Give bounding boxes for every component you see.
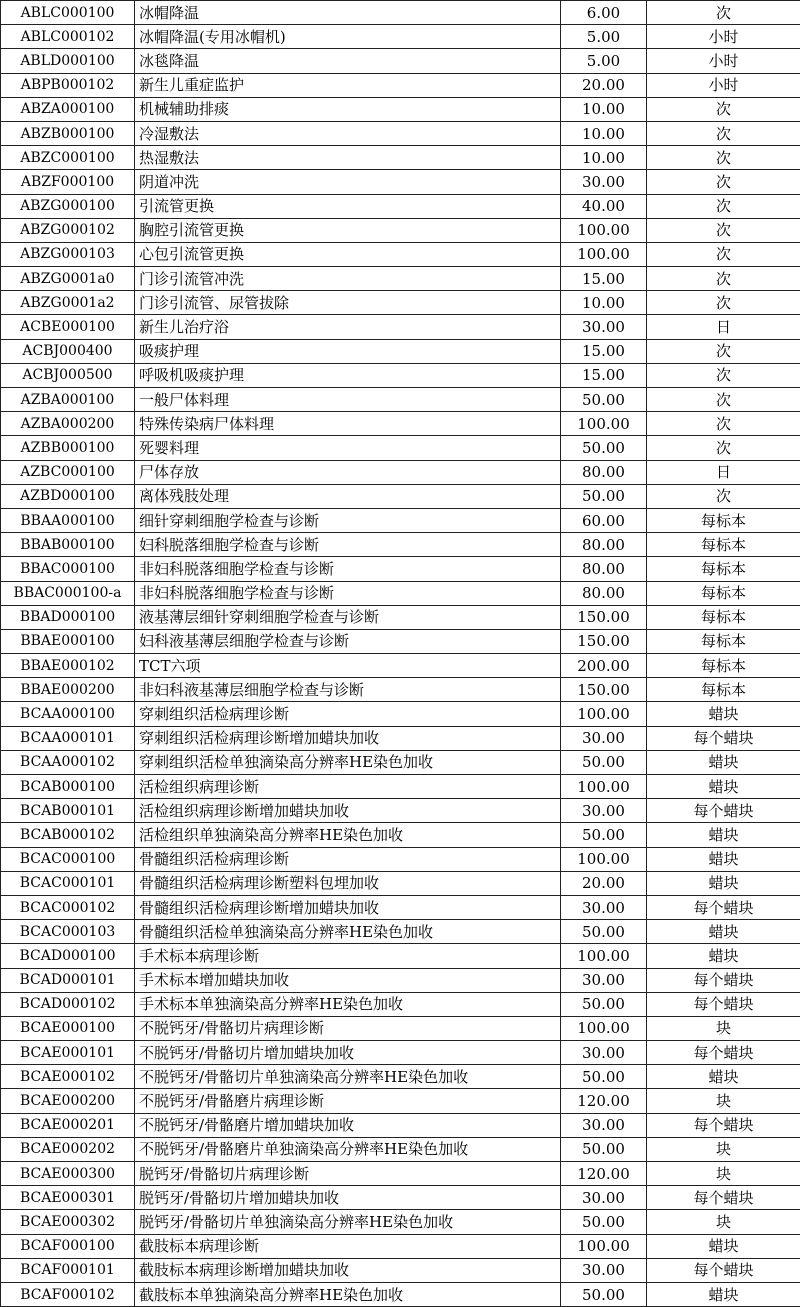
item-code-cell: BCAE000101 (1, 1041, 135, 1065)
item-price-cell: 10.00 (561, 146, 647, 170)
item-price-cell: 30.00 (561, 799, 647, 823)
item-name-cell: 妇科液基薄层细胞学检查与诊断 (135, 629, 561, 653)
item-code-cell: BCAC000101 (1, 871, 135, 895)
item-code-cell: BCAD000100 (1, 944, 135, 968)
table-row (1, 1210, 800, 1234)
item-name-cell: 心包引流管更换 (135, 242, 561, 266)
table-row (1, 871, 800, 895)
item-name-cell: 活检组织病理诊断 (135, 775, 561, 799)
item-price-cell: 15.00 (561, 339, 647, 363)
item-name-cell: 手术标本单独滴染高分辨率HE染色加收 (135, 992, 561, 1016)
item-code-cell: BBAD000100 (1, 605, 135, 629)
item-unit-cell: 每个蜡块 (647, 968, 800, 992)
item-code-cell: ABLC000100 (1, 1, 135, 25)
item-unit-cell: 每个蜡块 (647, 1041, 800, 1065)
item-unit-cell: 每个蜡块 (647, 1113, 800, 1137)
table-row (1, 194, 800, 218)
item-price-cell: 50.00 (561, 992, 647, 1016)
item-unit-cell: 每标本 (647, 629, 800, 653)
table-row (1, 242, 800, 266)
item-code-cell: BBAE000100 (1, 629, 135, 653)
item-name-cell: 穿刺组织活检单独滴染高分辨率HE染色加收 (135, 750, 561, 774)
item-code-cell: ACBJ000400 (1, 339, 135, 363)
item-price-cell: 20.00 (561, 871, 647, 895)
item-unit-cell: 蜡块 (647, 775, 800, 799)
item-name-cell: 胸腔引流管更换 (135, 218, 561, 242)
item-price-cell: 15.00 (561, 363, 647, 387)
item-price-cell: 120.00 (561, 1089, 647, 1113)
table-row (1, 1258, 800, 1282)
item-price-cell: 6.00 (561, 1, 647, 25)
table-row (1, 121, 800, 145)
table-row (1, 557, 800, 581)
item-price-cell: 100.00 (561, 1016, 647, 1040)
item-code-cell: BCAD000102 (1, 992, 135, 1016)
item-price-cell: 5.00 (561, 25, 647, 49)
item-code-cell: BCAB000101 (1, 799, 135, 823)
item-name-cell: 非妇科液基薄层细胞学检查与诊断 (135, 678, 561, 702)
table-row (1, 436, 800, 460)
table-row (1, 1186, 800, 1210)
table-row (1, 363, 800, 387)
item-unit-cell: 每个蜡块 (647, 726, 800, 750)
table-row (1, 678, 800, 702)
item-price-cell: 80.00 (561, 581, 647, 605)
item-unit-cell: 每标本 (647, 581, 800, 605)
item-code-cell: BBAC000100 (1, 557, 135, 581)
table-row (1, 218, 800, 242)
item-unit-cell: 次 (647, 121, 800, 145)
item-price-cell: 50.00 (561, 1137, 647, 1161)
item-price-cell: 5.00 (561, 49, 647, 73)
item-code-cell: BCAC000103 (1, 920, 135, 944)
item-code-cell: ABLC000102 (1, 25, 135, 49)
item-price-cell: 50.00 (561, 1065, 647, 1089)
item-code-cell: BCAF000100 (1, 1234, 135, 1258)
item-name-cell: 门诊引流管冲洗 (135, 267, 561, 291)
item-code-cell: BCAD000101 (1, 968, 135, 992)
table-row (1, 315, 800, 339)
item-price-cell: 80.00 (561, 533, 647, 557)
item-unit-cell: 小时 (647, 49, 800, 73)
table-row (1, 702, 800, 726)
item-price-cell: 40.00 (561, 194, 647, 218)
item-price-cell: 30.00 (561, 1041, 647, 1065)
item-code-cell: ABPB000102 (1, 73, 135, 97)
item-unit-cell: 次 (647, 436, 800, 460)
item-code-cell: ABZG000103 (1, 242, 135, 266)
item-name-cell: 引流管更换 (135, 194, 561, 218)
item-code-cell: ACBJ000500 (1, 363, 135, 387)
item-price-cell: 30.00 (561, 315, 647, 339)
item-price-cell: 100.00 (561, 775, 647, 799)
item-name-cell: 非妇科脱落细胞学检查与诊断 (135, 557, 561, 581)
item-name-cell: 一般尸体料理 (135, 388, 561, 412)
table-row (1, 654, 800, 678)
item-code-cell: BCAE000201 (1, 1113, 135, 1137)
item-unit-cell: 块 (647, 1210, 800, 1234)
item-price-cell: 50.00 (561, 920, 647, 944)
item-code-cell: ABZA000100 (1, 97, 135, 121)
table-row (1, 1162, 800, 1186)
table-row (1, 1137, 800, 1161)
item-code-cell: ABZF000100 (1, 170, 135, 194)
item-price-cell: 30.00 (561, 895, 647, 919)
price-table-body (1, 1, 800, 1307)
table-row (1, 412, 800, 436)
item-code-cell: ABZG000100 (1, 194, 135, 218)
table-row (1, 508, 800, 532)
item-unit-cell: 每标本 (647, 605, 800, 629)
item-name-cell: 阴道冲洗 (135, 170, 561, 194)
item-price-cell: 10.00 (561, 291, 647, 315)
table-row (1, 750, 800, 774)
item-unit-cell: 蜡块 (647, 823, 800, 847)
item-name-cell: 妇科脱落细胞学检查与诊断 (135, 533, 561, 557)
item-price-cell: 50.00 (561, 823, 647, 847)
item-unit-cell: 小时 (647, 25, 800, 49)
item-unit-cell: 每标本 (647, 533, 800, 557)
item-unit-cell: 次 (647, 363, 800, 387)
item-unit-cell: 次 (647, 97, 800, 121)
item-code-cell: ABZG000102 (1, 218, 135, 242)
table-row (1, 823, 800, 847)
item-unit-cell: 每个蜡块 (647, 992, 800, 1016)
item-name-cell: 不脱钙牙/骨骼磨片病理诊断 (135, 1089, 561, 1113)
item-unit-cell: 次 (647, 1, 800, 25)
item-name-cell: 不脱钙牙/骨骼切片单独滴染高分辨率HE染色加收 (135, 1065, 561, 1089)
table-row (1, 968, 800, 992)
item-name-cell: 活检组织病理诊断增加蜡块加收 (135, 799, 561, 823)
item-code-cell: AZBA000100 (1, 388, 135, 412)
table-row (1, 895, 800, 919)
table-row (1, 484, 800, 508)
item-unit-cell: 每标本 (647, 557, 800, 581)
item-unit-cell: 块 (647, 1162, 800, 1186)
table-row (1, 460, 800, 484)
item-name-cell: 不脱钙牙/骨骼切片增加蜡块加收 (135, 1041, 561, 1065)
item-code-cell: BCAF000101 (1, 1258, 135, 1282)
item-price-cell: 30.00 (561, 968, 647, 992)
item-price-cell: 30.00 (561, 1258, 647, 1282)
item-price-cell: 20.00 (561, 73, 647, 97)
item-unit-cell: 小时 (647, 73, 800, 97)
item-name-cell: 冰帽降温 (135, 1, 561, 25)
item-price-cell: 100.00 (561, 412, 647, 436)
item-name-cell: 新生儿重症监护 (135, 73, 561, 97)
item-unit-cell: 蜡块 (647, 1234, 800, 1258)
item-unit-cell: 日 (647, 315, 800, 339)
item-name-cell: 冰帽降温(专用冰帽机) (135, 25, 561, 49)
item-code-cell: ABLD000100 (1, 49, 135, 73)
item-unit-cell: 每标本 (647, 508, 800, 532)
table-row (1, 847, 800, 871)
item-name-cell: 液基薄层细针穿刺细胞学检查与诊断 (135, 605, 561, 629)
table-row (1, 992, 800, 1016)
item-name-cell: 死婴料理 (135, 436, 561, 460)
item-code-cell: ABZG0001a2 (1, 291, 135, 315)
item-code-cell: BCAA000102 (1, 750, 135, 774)
item-code-cell: AZBB000100 (1, 436, 135, 460)
item-unit-cell: 蜡块 (647, 750, 800, 774)
table-row (1, 1065, 800, 1089)
item-code-cell: ACBE000100 (1, 315, 135, 339)
item-name-cell: 截肢标本单独滴染高分辨率HE染色加收 (135, 1282, 561, 1306)
table-row (1, 388, 800, 412)
item-price-cell: 150.00 (561, 678, 647, 702)
item-unit-cell: 次 (647, 170, 800, 194)
item-code-cell: BCAC000100 (1, 847, 135, 871)
item-name-cell: 脱钙牙/骨骼切片增加蜡块加收 (135, 1186, 561, 1210)
item-unit-cell: 块 (647, 1016, 800, 1040)
table-row (1, 605, 800, 629)
item-name-cell: 穿刺组织活检病理诊断 (135, 702, 561, 726)
table-row (1, 1234, 800, 1258)
item-name-cell: 骨髓组织活检病理诊断增加蜡块加收 (135, 895, 561, 919)
table-row (1, 533, 800, 557)
item-price-cell: 100.00 (561, 1234, 647, 1258)
item-unit-cell: 蜡块 (647, 1065, 800, 1089)
item-price-cell: 100.00 (561, 242, 647, 266)
table-row (1, 73, 800, 97)
item-price-cell: 50.00 (561, 750, 647, 774)
item-price-cell: 80.00 (561, 557, 647, 581)
table-row (1, 799, 800, 823)
item-code-cell: ABZC000100 (1, 146, 135, 170)
item-unit-cell: 每个蜡块 (647, 1258, 800, 1282)
item-name-cell: 尸体存放 (135, 460, 561, 484)
item-price-cell: 100.00 (561, 847, 647, 871)
item-price-cell: 200.00 (561, 654, 647, 678)
item-code-cell: BCAA000100 (1, 702, 135, 726)
item-name-cell: 不脱钙牙/骨骼磨片单独滴染高分辨率HE染色加收 (135, 1137, 561, 1161)
item-name-cell: 非妇科脱落细胞学检查与诊断 (135, 581, 561, 605)
item-name-cell: 活检组织单独滴染高分辨率HE染色加收 (135, 823, 561, 847)
item-price-cell: 10.00 (561, 97, 647, 121)
item-unit-cell: 次 (647, 218, 800, 242)
table-row (1, 170, 800, 194)
table-row (1, 1113, 800, 1137)
item-name-cell: 冷湿敷法 (135, 121, 561, 145)
item-unit-cell: 每个蜡块 (647, 895, 800, 919)
item-price-cell: 50.00 (561, 1210, 647, 1234)
item-price-cell: 50.00 (561, 436, 647, 460)
item-code-cell: BBAC000100-a (1, 581, 135, 605)
table-row (1, 775, 800, 799)
item-name-cell: 机械辅助排痰 (135, 97, 561, 121)
item-name-cell: 截肢标本病理诊断 (135, 1234, 561, 1258)
item-price-cell: 80.00 (561, 460, 647, 484)
item-unit-cell: 次 (647, 388, 800, 412)
item-code-cell: ABZB000100 (1, 121, 135, 145)
item-name-cell: 热湿敷法 (135, 146, 561, 170)
item-name-cell: TCT六项 (135, 654, 561, 678)
item-code-cell: AZBC000100 (1, 460, 135, 484)
item-name-cell: 手术标本病理诊断 (135, 944, 561, 968)
item-name-cell: 骨髓组织活检单独滴染高分辨率HE染色加收 (135, 920, 561, 944)
item-code-cell: ABZG0001a0 (1, 267, 135, 291)
table-row (1, 49, 800, 73)
item-code-cell: BCAE000301 (1, 1186, 135, 1210)
item-code-cell: BCAE000302 (1, 1210, 135, 1234)
table-row (1, 1282, 800, 1306)
item-name-cell: 离体残肢处理 (135, 484, 561, 508)
item-name-cell: 吸痰护理 (135, 339, 561, 363)
table-row (1, 291, 800, 315)
item-code-cell: BBAE000102 (1, 654, 135, 678)
item-name-cell: 冰毯降温 (135, 49, 561, 73)
item-name-cell: 不脱钙牙/骨骼磨片增加蜡块加收 (135, 1113, 561, 1137)
table-row (1, 1041, 800, 1065)
table-row (1, 1016, 800, 1040)
item-price-cell: 100.00 (561, 702, 647, 726)
item-code-cell: BCAE000102 (1, 1065, 135, 1089)
item-price-cell: 50.00 (561, 388, 647, 412)
item-code-cell: AZBA000200 (1, 412, 135, 436)
item-price-cell: 100.00 (561, 944, 647, 968)
item-code-cell: BBAA000100 (1, 508, 135, 532)
item-price-cell: 120.00 (561, 1162, 647, 1186)
item-code-cell: BBAE000200 (1, 678, 135, 702)
item-name-cell: 骨髓组织活检病理诊断 (135, 847, 561, 871)
item-code-cell: BCAE000300 (1, 1162, 135, 1186)
item-unit-cell: 蜡块 (647, 702, 800, 726)
item-price-cell: 30.00 (561, 1186, 647, 1210)
item-unit-cell: 每标本 (647, 654, 800, 678)
item-unit-cell: 次 (647, 242, 800, 266)
item-price-cell: 50.00 (561, 484, 647, 508)
item-unit-cell: 次 (647, 291, 800, 315)
item-unit-cell: 蜡块 (647, 871, 800, 895)
item-code-cell: BCAB000102 (1, 823, 135, 847)
item-unit-cell: 次 (647, 484, 800, 508)
item-name-cell: 截肢标本病理诊断增加蜡块加收 (135, 1258, 561, 1282)
item-price-cell: 15.00 (561, 267, 647, 291)
item-unit-cell: 次 (647, 267, 800, 291)
item-price-cell: 50.00 (561, 1282, 647, 1306)
item-code-cell: BCAE000202 (1, 1137, 135, 1161)
item-name-cell: 骨髓组织活检病理诊断塑料包埋加收 (135, 871, 561, 895)
item-name-cell: 穿刺组织活检病理诊断增加蜡块加收 (135, 726, 561, 750)
item-name-cell: 门诊引流管、尿管拔除 (135, 291, 561, 315)
table-row (1, 97, 800, 121)
item-name-cell: 不脱钙牙/骨骼切片病理诊断 (135, 1016, 561, 1040)
table-row (1, 146, 800, 170)
item-unit-cell: 蜡块 (647, 920, 800, 944)
item-price-cell: 30.00 (561, 726, 647, 750)
item-code-cell: BCAC000102 (1, 895, 135, 919)
table-row (1, 726, 800, 750)
item-price-cell: 60.00 (561, 508, 647, 532)
item-unit-cell: 日 (647, 460, 800, 484)
item-name-cell: 手术标本增加蜡块加收 (135, 968, 561, 992)
item-unit-cell: 块 (647, 1089, 800, 1113)
item-code-cell: BCAE000200 (1, 1089, 135, 1113)
item-code-cell: BCAA000101 (1, 726, 135, 750)
item-name-cell: 脱钙牙/骨骼切片单独滴染高分辨率HE染色加收 (135, 1210, 561, 1234)
item-price-cell: 150.00 (561, 605, 647, 629)
table-row (1, 25, 800, 49)
item-unit-cell: 每标本 (647, 678, 800, 702)
item-unit-cell: 次 (647, 339, 800, 363)
table-row (1, 629, 800, 653)
item-code-cell: BBAB000100 (1, 533, 135, 557)
table-row (1, 944, 800, 968)
item-code-cell: BCAB000100 (1, 775, 135, 799)
table-row (1, 267, 800, 291)
item-code-cell: BCAF000102 (1, 1282, 135, 1306)
item-price-cell: 100.00 (561, 218, 647, 242)
item-unit-cell: 次 (647, 146, 800, 170)
item-price-cell: 30.00 (561, 170, 647, 194)
item-code-cell: BCAE000100 (1, 1016, 135, 1040)
item-price-cell: 30.00 (561, 1113, 647, 1137)
table-row (1, 920, 800, 944)
table-row (1, 1089, 800, 1113)
item-price-cell: 150.00 (561, 629, 647, 653)
item-name-cell: 细针穿刺细胞学检查与诊断 (135, 508, 561, 532)
item-code-cell: AZBD000100 (1, 484, 135, 508)
item-unit-cell: 每个蜡块 (647, 799, 800, 823)
item-unit-cell: 蜡块 (647, 944, 800, 968)
table-row (1, 339, 800, 363)
item-name-cell: 新生儿治疗浴 (135, 315, 561, 339)
item-unit-cell: 蜡块 (647, 847, 800, 871)
item-unit-cell: 每个蜡块 (647, 1186, 800, 1210)
table-row (1, 581, 800, 605)
table-row (1, 1, 800, 25)
item-name-cell: 特殊传染病尸体料理 (135, 412, 561, 436)
item-unit-cell: 次 (647, 412, 800, 436)
item-unit-cell: 次 (647, 194, 800, 218)
item-price-cell: 10.00 (561, 121, 647, 145)
item-name-cell: 呼吸机吸痰护理 (135, 363, 561, 387)
item-unit-cell: 蜡块 (647, 1282, 800, 1306)
item-unit-cell: 块 (647, 1137, 800, 1161)
item-name-cell: 脱钙牙/骨骼切片病理诊断 (135, 1162, 561, 1186)
